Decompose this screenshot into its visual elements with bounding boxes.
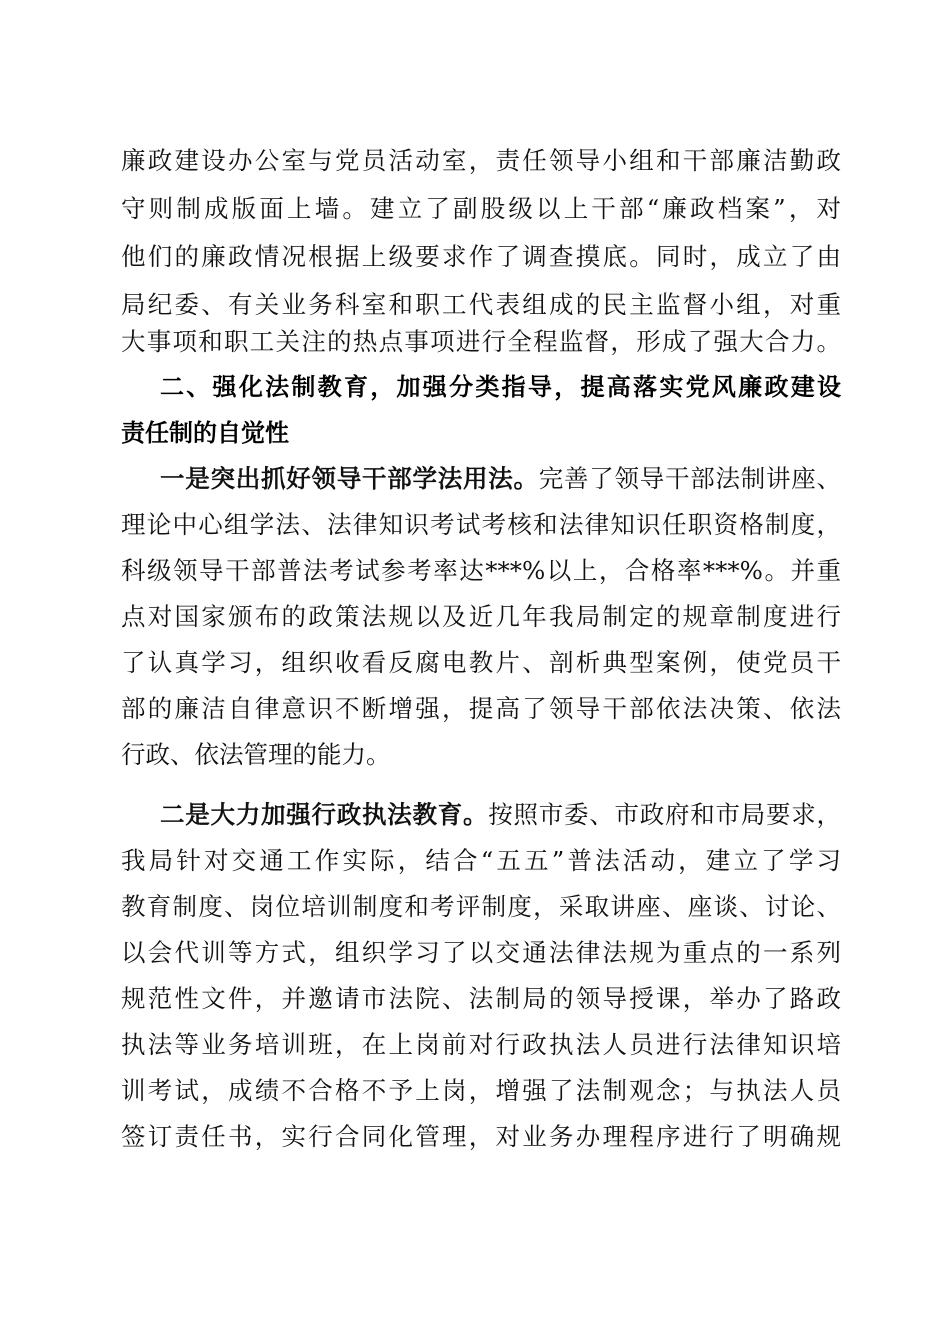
text-line: 理论中心组学法、法律知识考试考核和法律知识任职资格制度， [121,510,841,539]
section-heading: 二、强化法制教育，加强分类指导，提高落实党风廉政建设 [160,373,841,401]
text-line: 局纪委、有关业务科室和职工代表组成的民主监督小组，对重 [121,290,841,319]
text-line: 训考试，成绩不合格不予上岗，增强了法制观念；与执法人员 [121,1076,841,1105]
paragraph-first-line [160,795,841,835]
paragraph-text: 按照市委、市政府和市局要求， [488,800,841,829]
paragraph-lead: 二是大力加强行政执法教育。 [160,800,489,829]
text-line: 部的廉洁自律意识不断增强，提高了领导干部依法决策、依法 [121,694,841,723]
section-heading-continued: 责任制的自觉性 [121,419,289,447]
paragraph-text: 完善了领导干部法制讲座、 [538,464,841,493]
text-line: 规范性文件，并邀请市法院、法制局的领导授课，举办了路政 [121,984,841,1013]
text-line: 行政、依法管理的能力。 [121,740,391,769]
text-line: 以会代训等方式，组织学习了以交通法律法规为重点的一系列 [121,938,841,967]
text-line: 教育制度、岗位培训制度和考评制度，采取讲座、座谈、讨论、 [121,892,841,921]
text-line: 我局针对交通工作实际，结合“五五”普法活动，建立了学习 [121,846,841,875]
text-line: 廉政建设办公室与党员活动室，责任领导小组和干部廉洁勤政 [121,146,841,175]
text-line: 点对国家颁布的政策法规以及近几年我局制定的规章制度进行 [121,602,841,631]
paragraph-lead: 一是突出抓好领导干部学法用法。 [160,464,539,493]
text-line: 他们的廉政情况根据上级要求作了调查摸底。同时，成立了由 [121,242,841,271]
text-line: 守则制成版面上墙。建立了副股级以上干部“廉政档案”，对 [121,194,841,223]
text-line: 大事项和职工关注的热点事项进行全程监督，形成了强大合力。 [121,327,841,356]
text-line: 科级领导干部普法考试参考率达***%以上，合格率***%。并重 [121,556,841,585]
text-line: 签订责任书，实行合同化管理，对业务办理程序进行了明确规 [121,1122,841,1151]
text-line: 执法等业务培训班，在上岗前对行政执法人员进行法律知识培 [121,1030,841,1059]
text-line: 了认真学习，组织收看反腐电教片、剖析典型案例，使党员干 [121,648,841,677]
paragraph-first-line [160,459,841,499]
